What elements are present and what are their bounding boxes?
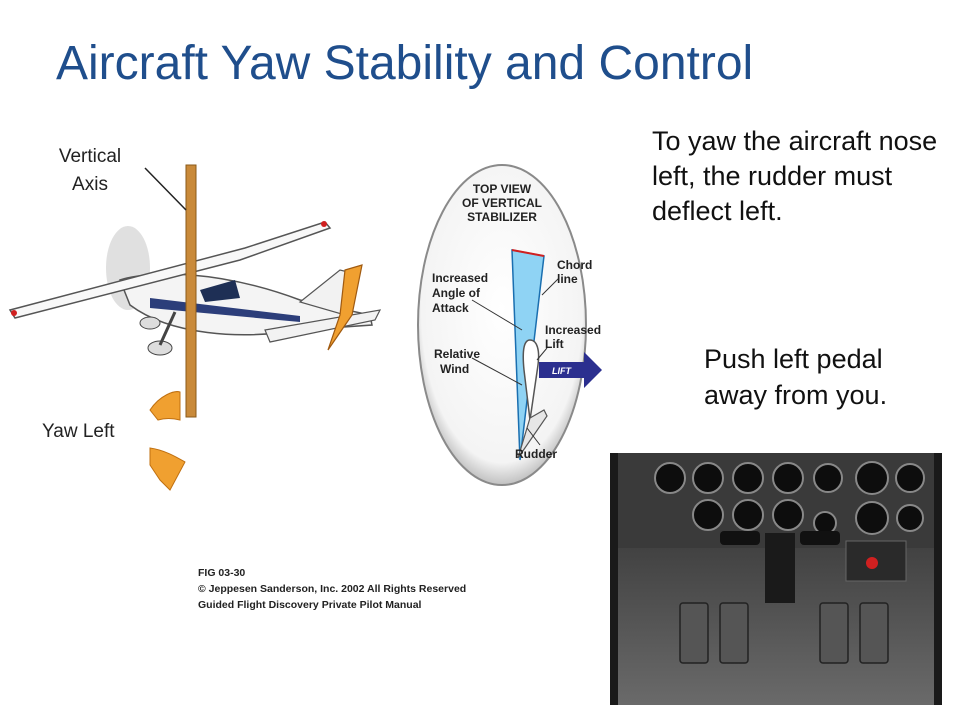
stabilizer-top-view (412, 160, 602, 490)
vertical-axis-label (40, 143, 140, 198)
stabilizer-header-line2: OF VERTICAL (462, 196, 542, 210)
chord-label-line1: Chord (557, 258, 593, 272)
figure-number: FIG 03-30 (198, 567, 246, 579)
cockpit-photo (610, 453, 942, 705)
axis-label-line1: Vertical (58, 146, 122, 167)
relative-wind-line1: Relative (434, 347, 481, 361)
increased-lift-line2: Lift (545, 337, 564, 351)
increased-lift-line1: Increased (545, 323, 602, 337)
pedal-instruction-text: Push left pedal away from you. (704, 344, 888, 410)
lift-arrow-label: LIFT (552, 366, 571, 376)
rudder-label: Rudder (515, 447, 557, 461)
control-yoke (765, 533, 795, 603)
figure-copyright: © Jeppesen Sanderson, Inc. 2002 All Rights Reserved (198, 582, 467, 595)
stabilizer-header-line3: STABILIZER (467, 210, 537, 224)
axis-label-line2: Axis (72, 173, 108, 195)
yaw-left-label: Yaw Left (42, 421, 115, 442)
yaw-arrow-lower (150, 448, 185, 490)
vertical-axis-pole (186, 165, 196, 417)
throttle-knob (866, 557, 878, 569)
aoa-label-line3: Attack (432, 301, 469, 315)
yaw-arrow-upper (150, 392, 180, 420)
figure-source: Guided Flight Discovery Private Pilot Manual (198, 598, 422, 611)
rudder-explanation-text: To yaw the aircraft nose left, the rudder must deflect left. (652, 126, 938, 227)
page-title: Aircraft Yaw Stability and Control (56, 37, 754, 90)
stabilizer-header-line1: TOP VIEW (472, 182, 532, 196)
aoa-label-line1: Increased (432, 271, 489, 285)
figure-credit (198, 566, 466, 613)
relative-wind-line2: Wind (440, 362, 470, 376)
aoa-label-line2: Angle of (432, 286, 480, 300)
nose-wheel (140, 317, 160, 329)
chord-label-line2: line (557, 272, 578, 286)
